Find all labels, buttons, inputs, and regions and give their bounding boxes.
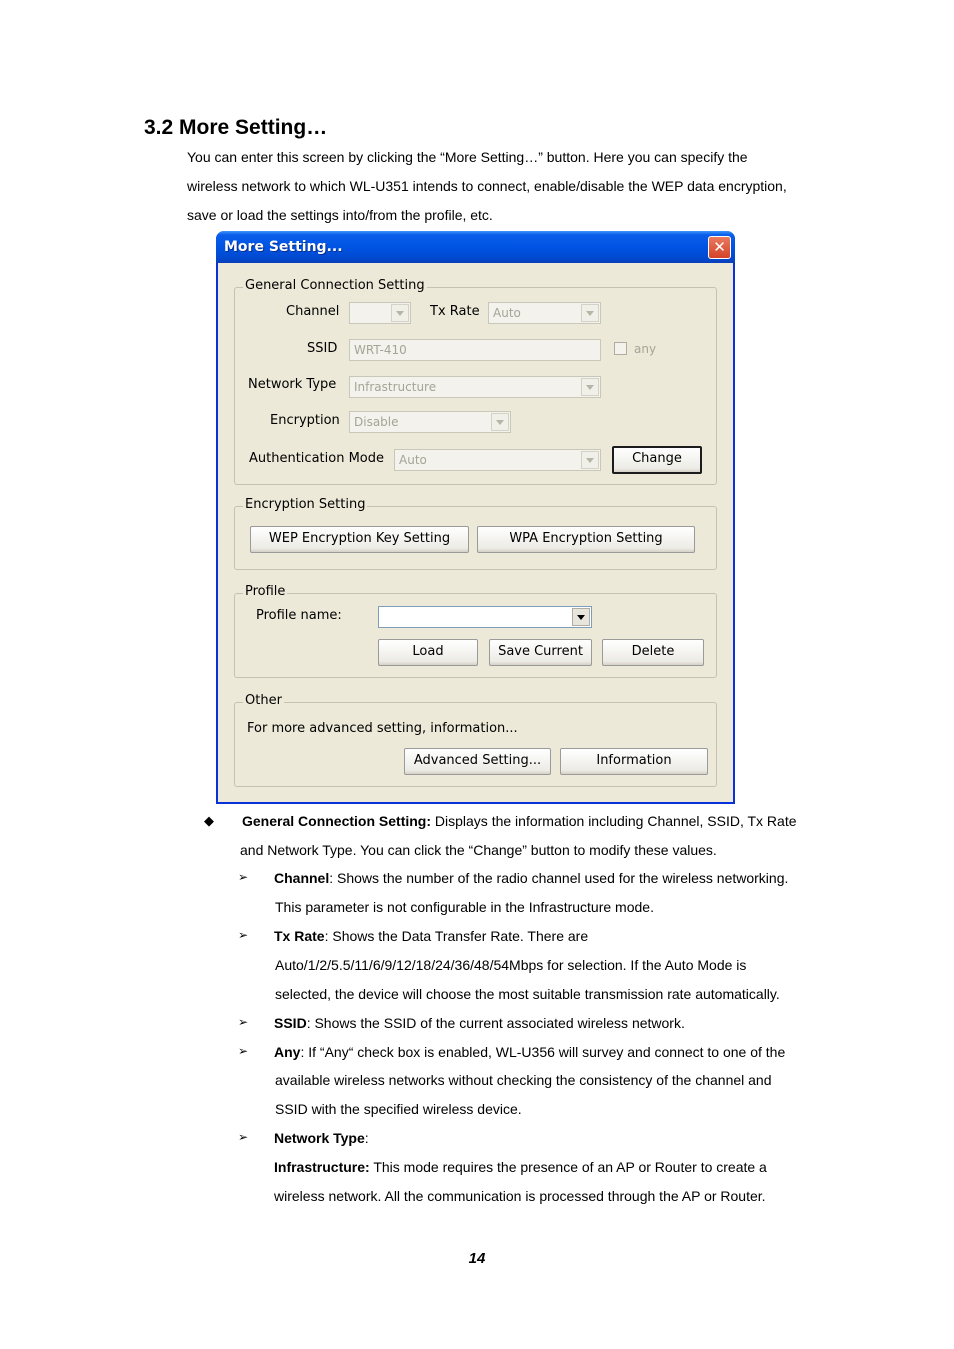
ssid-item-text: : Shows the SSID of the current associated wireless network. [306,1015,685,1031]
channel-item-title: Channel [274,870,330,886]
chevron-down-icon[interactable] [572,608,590,626]
auth-mode-value: Auto [399,453,427,467]
ssid-field[interactable] [349,339,601,361]
channel-label: Channel [286,304,340,319]
other-description: For more advanced setting, information... [247,721,518,736]
ssid-item-line [274,1009,685,1038]
encryption-select[interactable] [349,411,511,433]
txrate-select[interactable] [488,302,601,324]
infrastructure-text: This mode requires the presence of an AP or Router to create a [369,1159,767,1175]
any-item-text: : If “Any“ check box is enabled, WL-U356 will survey and connect to one of the [300,1044,786,1060]
information-button[interactable]: Information [560,748,708,775]
profile-legend: Profile [245,584,286,599]
general-connection-legend: General Connection Setting [245,278,425,293]
any-item-line-3: SSID with the specified wireless device. [275,1101,522,1117]
any-label: any [634,342,657,356]
network-type-item-colon: : [364,1130,369,1146]
channel-select[interactable] [349,302,411,324]
intro-line-2: wireless network to which WL-U351 intends to connect, enable/disable the WEP data encryption, [187,178,787,194]
network-type-value: Infrastructure [354,380,437,394]
network-type-select[interactable] [349,376,601,398]
wpa-setting-button[interactable]: WPA Encryption Setting [477,526,695,553]
network-type-item-title: Network Type [274,1130,365,1146]
chevron-down-icon [491,413,509,431]
delete-button[interactable]: Delete [602,639,704,666]
txrate-item-title: Tx Rate [274,928,325,944]
auth-mode-label: Authentication Mode [249,451,384,466]
infrastructure-title: Infrastructure: [274,1159,370,1175]
any-item-line-2: available wireless networks without checking the consistency of the channel and [275,1072,772,1088]
channel-item-line-1 [274,864,788,893]
ssid-item-title: SSID [274,1015,307,1031]
network-type-item-line [274,1124,369,1153]
load-button[interactable]: Load [378,639,478,666]
txrate-item-line-2: Auto/1/2/5.5/11/6/9/12/18/24/36/48/54Mbps for selection. If the Auto Mode is [275,957,747,973]
chevron-down-icon [581,451,599,469]
dialog-titlebar [216,231,735,263]
general-bullet-line-2: and Network Type. You can click the “Change” button to modify these values. [240,842,717,858]
any-checkbox[interactable] [614,342,627,355]
dialog-title: More Setting... [224,239,343,255]
encryption-setting-legend: Encryption Setting [245,497,366,512]
any-item-line-1 [274,1038,785,1067]
diamond-bullet-icon: ◆ [204,813,214,828]
general-bullet-line-1 [242,807,797,836]
general-bullet-title: General Connection Setting: [242,813,432,829]
txrate-item-line-3: selected, the device will choose the most suitable transmission rate automatically. [275,986,780,1002]
more-setting-dialog [216,231,735,804]
save-current-button[interactable]: Save Current [489,639,592,666]
encryption-label: Encryption [270,413,340,428]
intro-line-1: You can enter this screen by clicking the “More Setting…” button. Here you can specify the [187,149,748,165]
arrow-bullet-icon: ➢ [238,1044,249,1058]
profile-name-label: Profile name: [256,608,342,623]
infrastructure-line-1 [274,1153,767,1182]
txrate-value: Auto [493,306,521,320]
general-bullet-text: Displays the information including Channel, SSID, Tx Rate [431,813,797,829]
advanced-setting-button[interactable]: Advanced Setting... [404,748,551,775]
auth-mode-select[interactable] [394,449,601,471]
ssid-value: WRT-410 [354,343,407,357]
close-icon[interactable]: ✕ [708,236,731,259]
channel-item-line-2: This parameter is not configurable in the Infrastructure mode. [275,899,654,915]
txrate-label: Tx Rate [430,304,480,319]
txrate-item-text: : Shows the Data Transfer Rate. There are [324,928,589,944]
change-button[interactable]: Change [612,446,702,474]
wep-key-setting-button[interactable]: WEP Encryption Key Setting [250,526,469,553]
channel-item-text: : Shows the number of the radio channel used for the wireless networking. [329,870,789,886]
arrow-bullet-icon: ➢ [238,870,249,884]
infrastructure-line-2: wireless network. All the communication is processed through the AP or Router. [274,1188,766,1204]
intro-line-3: save or load the settings into/from the profile, etc. [187,207,493,223]
page-number: 14 [468,1250,486,1267]
ssid-label: SSID [307,341,338,356]
chevron-down-icon [391,304,409,322]
other-legend: Other [245,693,282,708]
any-item-title: Any [274,1044,301,1060]
chevron-down-icon [581,304,599,322]
network-type-label: Network Type [248,377,337,392]
encryption-value: Disable [354,415,399,429]
arrow-bullet-icon: ➢ [238,1015,249,1029]
chevron-down-icon [581,378,599,396]
section-heading: 3.2 More Setting… [144,116,328,139]
txrate-item-line-1 [274,922,588,951]
arrow-bullet-icon: ➢ [238,928,249,942]
profile-name-combo[interactable] [378,606,592,628]
arrow-bullet-icon: ➢ [238,1130,249,1144]
